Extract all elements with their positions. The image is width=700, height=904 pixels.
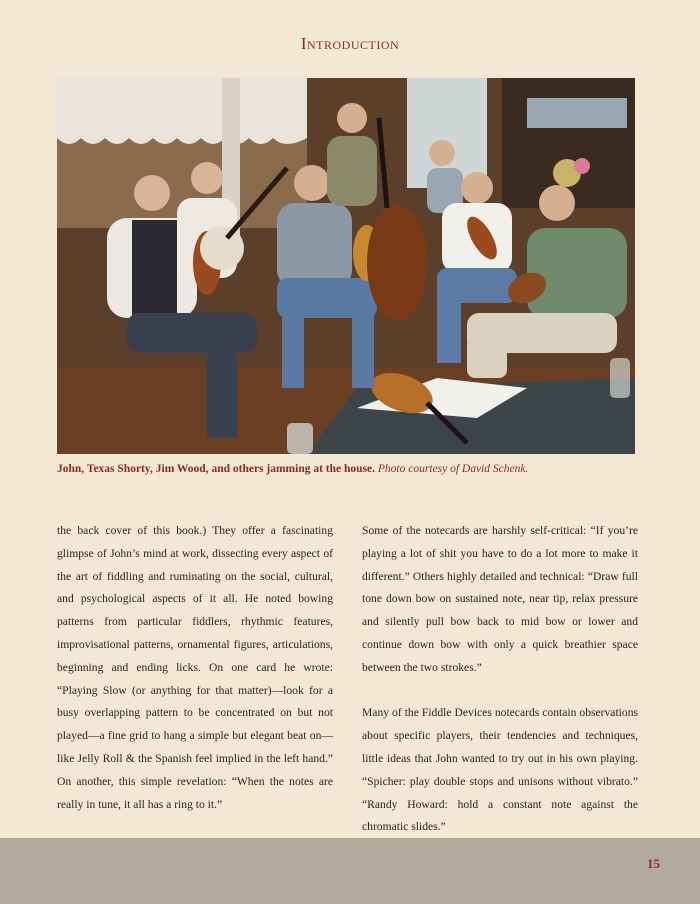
footer-band: [0, 838, 700, 904]
caption-credit: Photo courtesy of David Schenk.: [377, 463, 529, 475]
jam-session-photo: [57, 78, 635, 454]
paragraph: Some of the notecards are harshly self-critical: “If you’re playing a lot of shit you have to do a lot more to make it different.” Others highly detailed and technical: “Draw full tone down bow on sustained note, near tip, relax pressure and silently pull bow back to mid bow or lower and continue down bow with only a quick breathier space between the two strokes.”: [362, 524, 638, 674]
text-column-right: [362, 520, 638, 839]
photo-illustration: [57, 78, 635, 454]
text-column-left: [57, 520, 333, 816]
paragraph: the back cover of this book.) They offer a fascinating glimpse of John’s mind at work, dissecting every aspect of the art of fiddling and ruminating on the social, cultural, and psychological aspects of it all. He noted bowing patterns from particular fiddlers, rhythmic features, improvisational patterns, ornamental figures, articulations, beginning and ending licks. On one card he wrote: “Playing Slow (or anything for that matter)—look for a busy overlapping pattern to be concentrated on but not played—a fine grid to hang a simple but elegant beat on—like Jelly Roll & the Spanish feel implied in the left hand.” On another, this simple revelation: “When the notes are really in tune, it all has a ring to it.”: [57, 524, 333, 811]
page-number: 15: [647, 856, 660, 871]
photo-caption: [57, 463, 657, 475]
page-title: Introduction: [300, 34, 400, 53]
caption-text: John, Texas Shorty, Jim Wood, and others jamming at the house.: [57, 463, 376, 475]
paragraph: Many of the Fiddle Devices notecards contain observations about specific players, their tendencies and techniques, little ideas that John wanted to try out in his own playing. “Spicher: play double stops and unisons without vibrato.” “Randy Howard: hold a constant note against the chromatic slides.”: [362, 706, 638, 834]
